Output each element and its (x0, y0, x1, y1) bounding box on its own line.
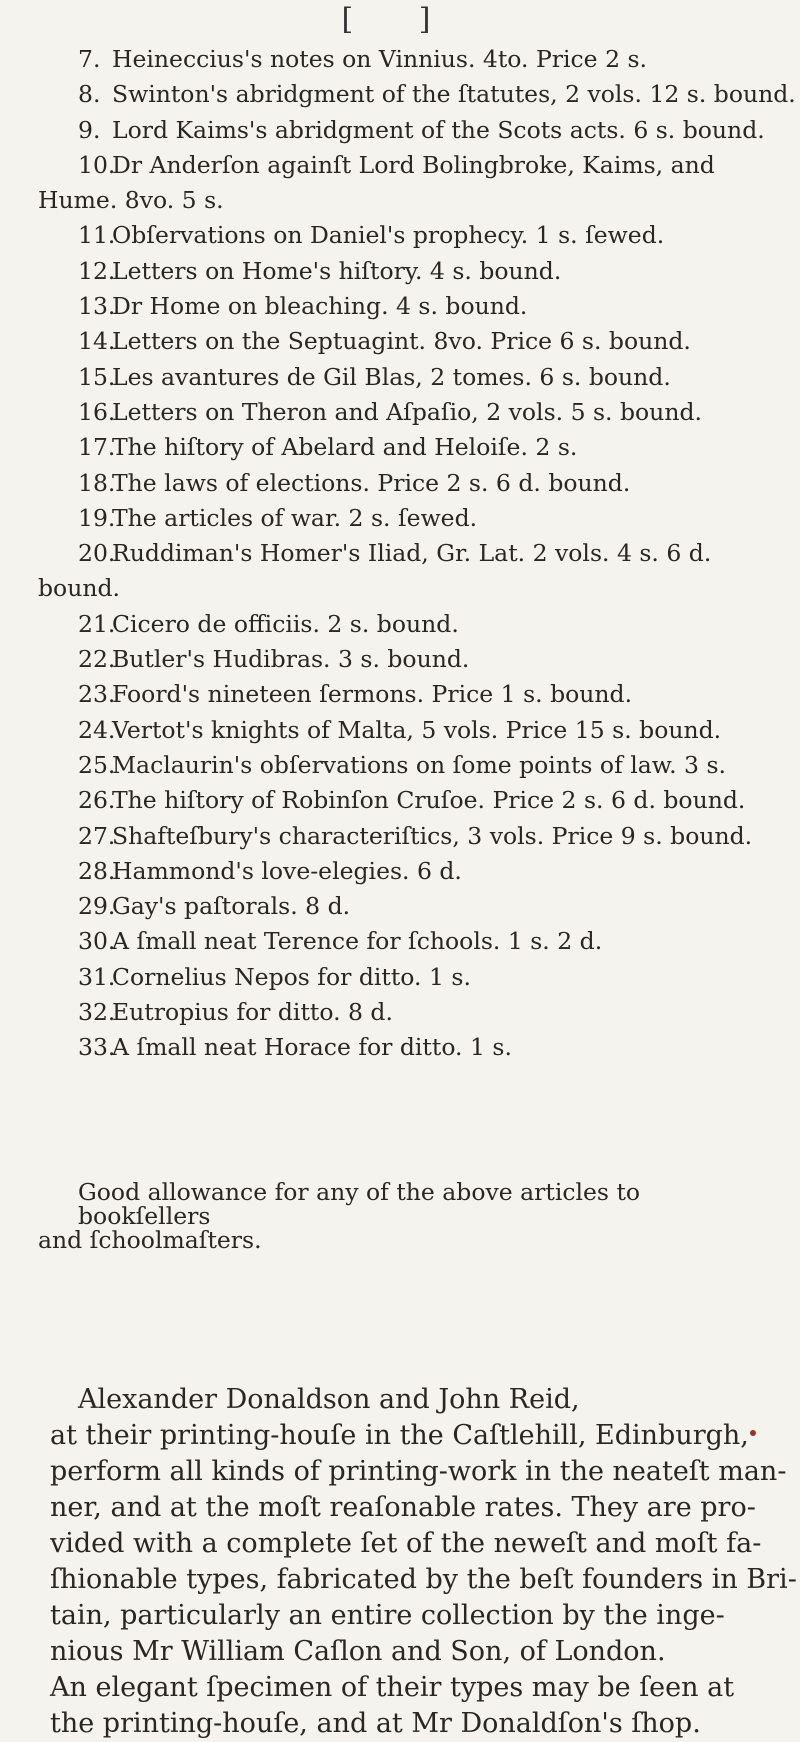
book-entry (78, 42, 768, 77)
entry-text: Cornelius Nepos for ditto. 1 s. (112, 962, 471, 991)
entry-text: Eutropius for ditto. 8 d. (112, 998, 393, 1027)
entry-number: 25. (78, 750, 116, 779)
book-entry (78, 607, 768, 642)
entry-text: Swinton's abridgment of the ſtatutes, 2 vols. 12 s. bound. (112, 80, 796, 109)
book-entry (78, 995, 768, 1030)
book-entry (78, 819, 768, 854)
entry-text: Cicero de officiis. 2 s. bound. (112, 609, 459, 638)
entry-number: 10. (78, 150, 116, 179)
entry-text: The laws of elections. Price 2 s. 6 d. bound. (112, 468, 631, 497)
entry-text: Letters on the Septuagint. 8vo. Price 6 s. bound. (112, 327, 691, 356)
book-entry (78, 360, 768, 395)
page-header-bracket: [ ] (341, 2, 459, 37)
entry-text: Letters on Home's hiſtory. 4 s. bound. (112, 256, 562, 285)
advert-line: the printing-houſe, and at Mr Donaldſon's ſhop. (50, 1708, 701, 1739)
entry-number: 30. (78, 927, 116, 956)
book-entry (38, 536, 768, 607)
entry-number: 14. (78, 327, 116, 356)
entry-number: 26. (78, 786, 116, 815)
entry-text: The hiſtory of Robinſon Cruſoe. Price 2 s. 6 d. bound. (112, 786, 746, 815)
book-entry (78, 254, 768, 289)
entry-text: A ſmall neat Horace for ditto. 1 s. (112, 1033, 512, 1062)
book-entry (78, 466, 768, 501)
entry-number: 23. (78, 680, 116, 709)
book-entry (78, 501, 768, 536)
book-list (38, 42, 796, 1066)
book-entry (78, 889, 768, 924)
book-entry (78, 677, 768, 712)
entry-number: 31. (78, 962, 116, 991)
allowance-note (38, 1178, 768, 1254)
book-entry (78, 430, 768, 465)
entry-text: Foord's nineteen ſermons. Price 1 s. bound. (112, 680, 633, 709)
book-entry (78, 324, 768, 359)
advert-line: vided with a complete ſet of the neweſt and moſt fa- (50, 1528, 762, 1559)
entry-continuation: Hume. 8vo. 5 s. (38, 186, 224, 215)
entry-number: 33. (78, 1033, 116, 1062)
entry-number: 7. (78, 45, 101, 73)
entry-text: Maclaurin's obſervations on ſome points of law. 3 s. (112, 750, 726, 779)
advert-line: nious Mr William Caſlon and Son, of London. (50, 1636, 666, 1667)
entry-number: 8. (78, 80, 101, 109)
entry-number: 16. (78, 397, 116, 426)
entry-number: 12. (78, 256, 116, 285)
entry-text: Letters on Theron and Aſpaſio, 2 vols. 5 s. bound. (112, 397, 702, 426)
entry-text: Les avantures de Gil Blas, 2 tomes. 6 s. bound. (112, 362, 671, 391)
entry-number: 21. (78, 609, 116, 638)
entry-text: Dr Anderſon againſt Lord Bolingbroke, Kaims, and (112, 150, 715, 179)
book-entry (78, 642, 768, 677)
book-entry (78, 395, 768, 430)
entry-text: Hammond's love-elegies. 6 d. (112, 856, 462, 885)
advert-line: An elegant ſpecimen of their types may be ſeen at (50, 1672, 735, 1703)
book-entry (78, 218, 768, 253)
book-entry (78, 783, 768, 818)
entry-text: The articles of war. 2 s. ſewed. (112, 503, 478, 532)
entry-continuation: bound. (38, 574, 120, 603)
advert-line: Alexander Donaldson and John Reid, (78, 1384, 580, 1415)
entry-number: 19. (78, 503, 116, 532)
entry-text: A ſmall neat Terence for ſchools. 1 s. 2 d. (112, 927, 603, 956)
book-entry (78, 924, 768, 959)
entry-number: 22. (78, 645, 116, 674)
book-entry (38, 148, 768, 219)
entry-text: Shafteſbury's characteriſtics, 3 vols. Price 9 s. bound. (112, 821, 753, 850)
book-entry (78, 77, 796, 112)
entry-number: 29. (78, 892, 116, 921)
book-entry (78, 960, 768, 995)
book-entry (78, 113, 768, 148)
book-entry (78, 289, 768, 324)
book-entry (78, 854, 768, 889)
entry-text: Vertot's knights of Malta, 5 vols. Price 15 s. bound. (112, 715, 722, 744)
entry-text: Lord Kaims's abridgment of the Scots acts. 6 s. bound. (112, 115, 765, 144)
entry-text: Dr Home on bleaching. 4 s. bound. (112, 292, 528, 321)
book-entry (78, 1030, 768, 1065)
allowance-line-1: Good allowance for any of the above articles to bookſellers (78, 1178, 641, 1230)
entry-text: Butler's Hudibras. 3 s. bound. (112, 645, 470, 674)
entry-number: 15. (78, 362, 116, 391)
book-entry (78, 748, 768, 783)
printers-advertisement (50, 1382, 797, 1742)
allowance-line-2: and ſchoolmaſters. (38, 1226, 262, 1254)
advert-line: tain, particularly an entire collection by the inge- (50, 1600, 725, 1631)
entry-number: 17. (78, 433, 116, 462)
advert-line: at their printing-houſe in the Caſtlehill, Edinburgh, (50, 1420, 749, 1451)
entry-number: 24. (78, 715, 116, 744)
book-entry (78, 713, 768, 748)
advert-line: ner, and at the moſt reaſonable rates. They are pro- (50, 1492, 756, 1523)
ink-spot (750, 1430, 756, 1436)
entry-text: Obſervations on Daniel's prophecy. 1 s. ſewed. (112, 221, 665, 250)
entry-number: 27. (78, 821, 116, 850)
entry-number: 18. (78, 468, 116, 497)
entry-text: The hiſtory of Abelard and Heloiſe. 2 s. (112, 433, 578, 462)
entry-text: Gay's paſtorals. 8 d. (112, 892, 351, 921)
entry-number: 9. (78, 115, 101, 144)
entry-number: 13. (78, 292, 116, 321)
entry-number: 32. (78, 998, 116, 1027)
entry-text: Ruddiman's Homer's Iliad, Gr. Lat. 2 vols. 4 s. 6 d. (112, 539, 712, 568)
entry-number: 28. (78, 856, 116, 885)
entry-number: 20. (78, 539, 116, 568)
advert-line: perform all kinds of printing-work in the neateſt man- (50, 1456, 787, 1487)
advert-line: ſhionable types, fabricated by the beſt founders in Bri- (50, 1564, 797, 1595)
entry-number: 11. (78, 221, 116, 250)
entry-text: Heineccius's notes on Vinnius. 4to. Price 2 s. (112, 45, 648, 73)
